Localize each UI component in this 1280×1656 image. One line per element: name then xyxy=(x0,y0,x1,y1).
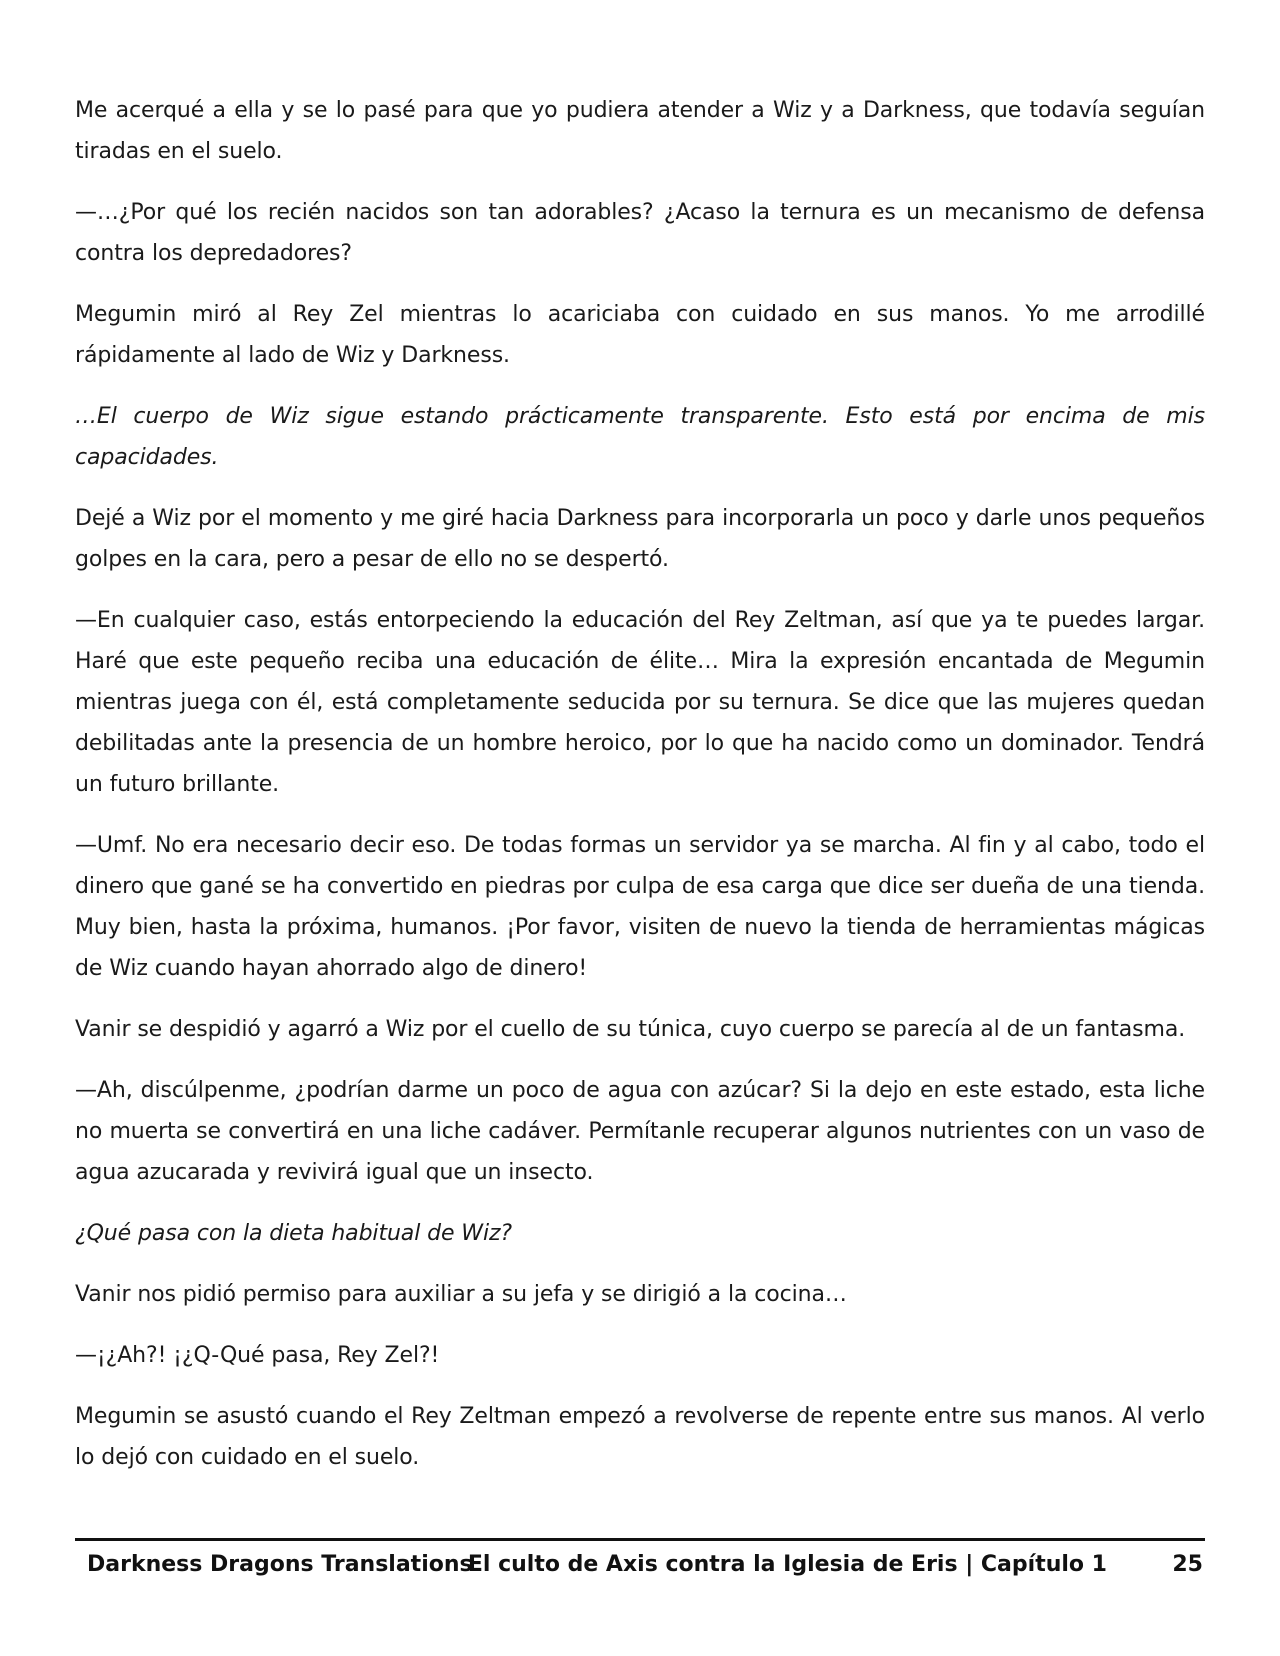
paragraph-11: Vanir nos pidió permiso para auxiliar a su jefa y se dirigió a la cocina… xyxy=(75,1282,847,1307)
footer-divider xyxy=(75,1538,1205,1541)
paragraph-8: Vanir se despidió y agarró a Wiz por el cuello de su túnica, cuyo cuerpo se parecía al de un fantasma. xyxy=(75,1017,1186,1042)
page-body xyxy=(75,90,1205,1498)
paragraph-1: Me acerqué a ella y se lo pasé para que yo pudiera atender a Wiz y a Darkness, que todavía seguían tiradas en el suelo. xyxy=(75,98,1205,164)
paragraph-12: —¡¿Ah?! ¡¿Q-Qué pasa, Rey Zel?! xyxy=(75,1343,440,1368)
footer-translator-credit: Darkness Dragons Translations xyxy=(87,1552,473,1577)
paragraph-5: Dejé a Wiz por el momento y me giré hacia Darkness para incorporarla un poco y darle unos pequeños golpes en la cara, pero a pesar de ello no se despertó. xyxy=(75,506,1205,572)
paragraph-4: …El cuerpo de Wiz sigue estando prácticamente transparente. Esto está por encima de mis capacidades. xyxy=(75,404,1205,470)
paragraph-3: Megumin miró al Rey Zel mientras lo acariciaba con cuidado en sus manos. Yo me arrodillé rápidamente al lado de Wiz y Darkness. xyxy=(75,302,1205,368)
footer-page-number: 25 xyxy=(1172,1552,1203,1577)
page-footer xyxy=(75,1552,1205,1586)
paragraph-2: —…¿Por qué los recién nacidos son tan adorables? ¿Acaso la ternura es un mecanismo de defensa contra los depredadores? xyxy=(75,200,1205,266)
paragraph-10: ¿Qué pasa con la dieta habitual de Wiz? xyxy=(75,1221,512,1246)
paragraph-6: —En cualquier caso, estás entorpeciendo la educación del Rey Zeltman, así que ya te puedes largar. Haré que este pequeño reciba una educación de élite… Mira la expresión encantada de Megumin mientras juega con él, está completamente seducida por su ternura. Se dice que las mujeres quedan debilitadas ante la presencia de un hombre heroico, por lo que ha nacido como un dominador. Tendrá un futuro brillante. xyxy=(75,608,1205,797)
paragraph-9: —Ah, discúlpenme, ¿podrían darme un poco de agua con azúcar? Si la dejo en este estado, esta liche no muerta se convertirá en una liche cadáver. Permítanle recuperar algunos nutrientes con un vaso de agua azucarada y revivirá igual que un insecto. xyxy=(75,1078,1205,1185)
footer-chapter-title: El culto de Axis contra la Iglesia de Eris | Capítulo 1 xyxy=(467,1552,1107,1577)
paragraph-13: Megumin se asustó cuando el Rey Zeltman empezó a revolverse de repente entre sus manos. Al verlo lo dejó con cuidado en el suelo. xyxy=(75,1404,1205,1470)
paragraph-7: —Umf. No era necesario decir eso. De todas formas un servidor ya se marcha. Al fin y al cabo, todo el dinero que gané se ha convertido en piedras por culpa de esa carga que dice ser dueña de una tienda. Muy bien, hasta la próxima, humanos. ¡Por favor, visiten de nuevo la tienda de herramientas mágicas de Wiz cuando hayan ahorrado algo de dinero! xyxy=(75,833,1205,981)
